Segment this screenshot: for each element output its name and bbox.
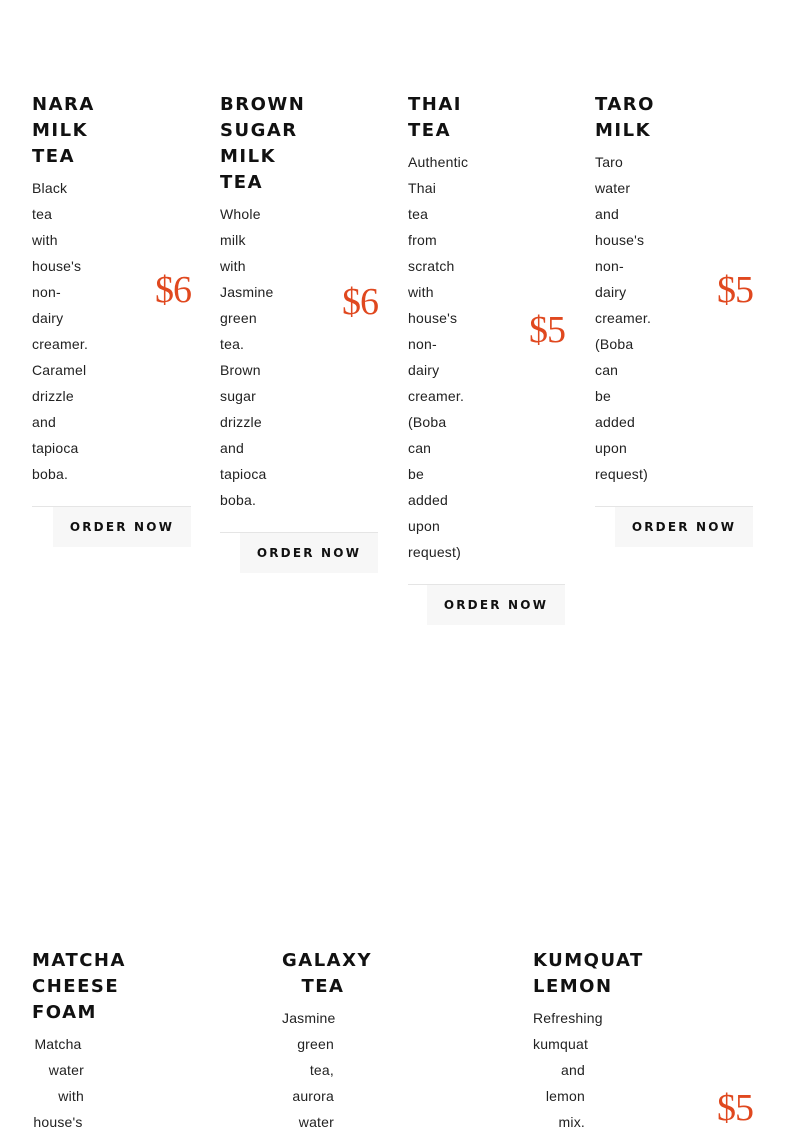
item-title: KUMQUAT LEMON — [533, 950, 644, 997]
item-title: BROWN SUGAR MILK TEA — [220, 94, 306, 193]
item-title: GALAXY TEA — [282, 950, 373, 997]
item-description: Authentic Thai tea from scratch with house's non- dairy creamer. (Boba can be added upon request) — [408, 154, 469, 560]
item-price: $6 — [155, 269, 191, 311]
item-title: THAI TEA — [408, 94, 462, 141]
item-description: Matcha water with house's — [33, 1036, 84, 1130]
item-title: TARO MILK — [595, 94, 655, 141]
item-price: $5 — [717, 1087, 753, 1129]
item-description: Refreshing kumquat and lemon mix. — [533, 1010, 603, 1130]
item-price: $5 — [529, 309, 565, 351]
item-description: Taro water and house's non- dairy creamer. (Boba can be added upon request) — [595, 154, 652, 482]
item-description: Black tea with house's non- dairy creamer. Caramel drizzle and tapioca boba. — [32, 180, 89, 482]
item-description: Jasmine green tea, aurora water — [282, 1010, 336, 1130]
item-description: Whole milk with Jasmine green tea. Brown sugar drizzle and tapioca boba. — [220, 206, 274, 508]
order-now-button[interactable]: ORDER NOW — [53, 507, 191, 547]
order-now-button[interactable]: ORDER NOW — [427, 585, 565, 625]
item-price: $6 — [342, 281, 378, 323]
item-title: NARA MILK TEA — [32, 94, 95, 167]
item-title: MATCHA CHEESE FOAM — [32, 950, 126, 1023]
item-price: $5 — [717, 269, 753, 311]
order-now-button[interactable]: ORDER NOW — [615, 507, 753, 547]
order-now-button[interactable]: ORDER NOW — [240, 533, 378, 573]
